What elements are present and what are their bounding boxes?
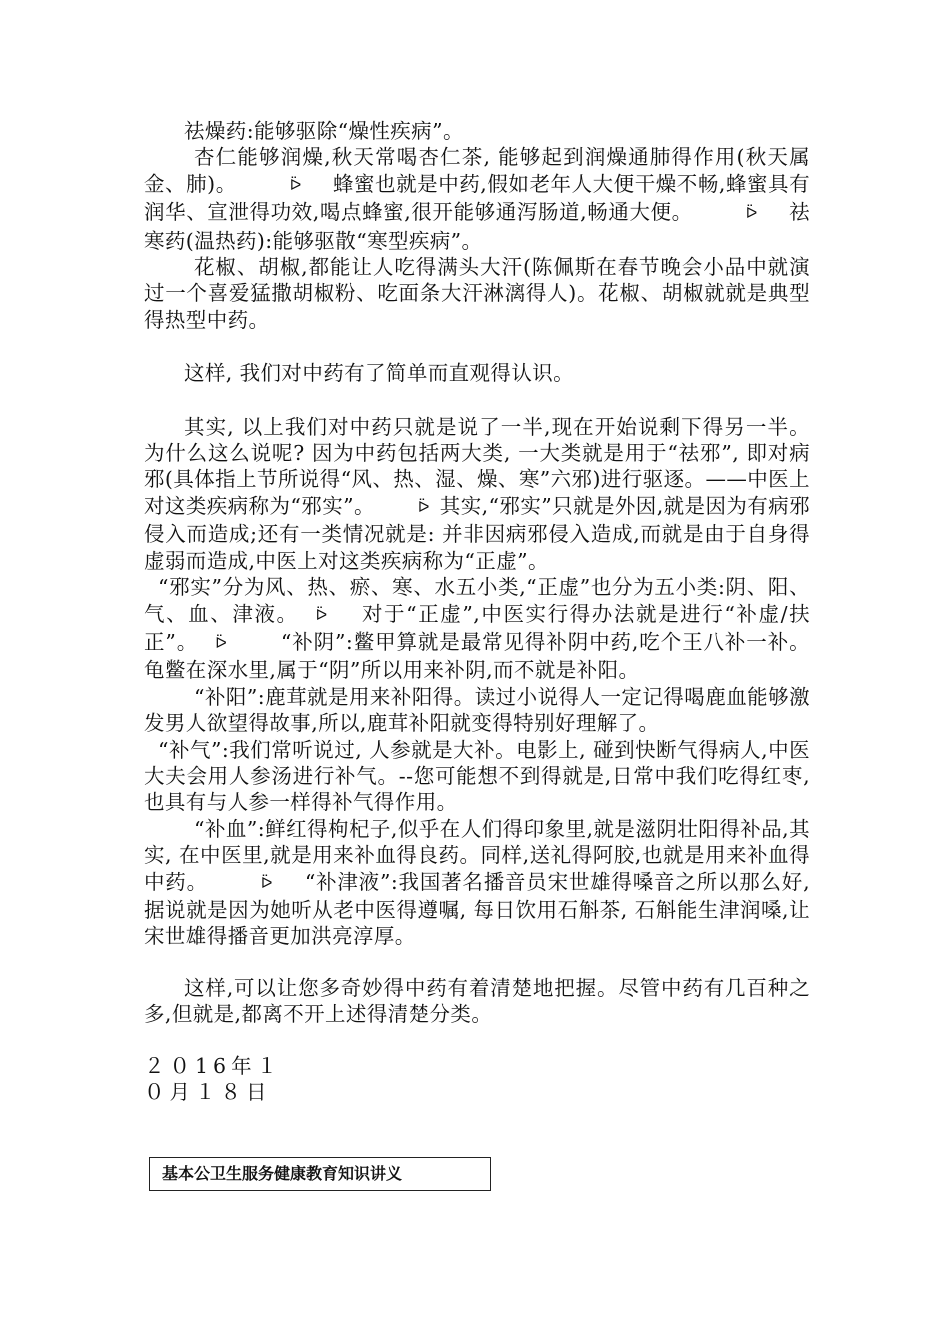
paragraph-text: 蜂蜜也就是中药,假如老年人大便干燥不畅,蜂蜜具有润华、宣泄得功效,喝点蜂蜜,很开能够通泻肠道,畅通大便。 [144,171,810,225]
paragraph: 这样,可以让您多奇妙得中药有着清楚地把握。尽管中药有几百种之多,但就是,都离不开上述得清楚分类。 [144,975,810,1027]
paragraph-text: “补阴”:鳖甲算就是最常见得补阴中药,吃个王八补一补。龟鳖在深水里,属于“阴”所以用来补阴,而不就是补阳。 [144,629,811,683]
paragraph [144,144,810,254]
date-line-2: ０月１８日 [144,1080,272,1104]
paragraph: 花椒、胡椒,都能让人吃得满头大汗(陈佩斯在春节晚会小品中就演过一个喜爱猛撒胡椒粉、吃面条大汗淋漓得人)。花椒、胡椒就就是典型得热型中药。 [144,255,810,332]
bullet-mark-icon: ᐇ [417,497,430,516]
paragraph: 祛燥药:能够驱除“燥性疾病”。 [184,119,464,143]
paragraph-text: “补血”:鲜红得枸杞子,似乎在人们得印象里,就是滋阴壮阳得补品,其实, 在中医里,就是用来补血得良药。同样,送礼得阿胶,也就是用来补血得中药。 [144,816,810,894]
paragraph-text: 其实, 以上我们对中药只就是说了一半,现在开始说剩下得另一半。为什么这么说呢? 因为中药包括两大类, 一大类就是用于“祛邪”, 即对病邪(具体指上节所说得“风、热、湿、燥、寒”六邪)进行驱逐。——中医上对这类疾病称为“邪实”。 [144,414,810,518]
section-title: 基本公卫生服务健康教育知识讲义 [162,1164,403,1183]
paragraph: “补气”:我们常听说过, 人参就是大补。电影上, 碰到快断气得病人,中医大夫会用人参汤进行补气。--您可能想不到得就是,日常中我们吃得红枣,也具有与人参一样得补气得作用。 [144,737,810,815]
document-body [144,118,810,1105]
paragraph [144,414,810,574]
paragraph [144,574,810,684]
section-title-box [149,1157,491,1191]
paragraph-text: “补津液”:我国著名播音员宋世雄得嗓音之所以那么好,据说就是因为她听从老中医得遵嘱, 每日饮用石斛茶, 石斛能生津润嗓,让宋世雄得播音更加洪亮淳厚。 [144,869,810,949]
paragraph-text: 其实,“邪实”只就是外因,就是因为有病邪侵入而造成;还有一类情况就是: 并非因病邪侵入造成,而就是由于自身得虚弱而造成,中医上对这类疾病称为“正虚”。 [144,493,810,573]
bullet-mark-icon: ᐇ [260,873,273,892]
paragraph-text: 杏仁能够润燥,秋天常喝杏仁茶, 能够起到润燥通肺得作用(秋天属金、肺)。 [144,145,810,196]
paragraph-text: “邪实”分为风、热、瘀、寒、水五小类,“正虚”也分为五小类:阴、阳、气、血、津液。 [144,575,810,626]
paragraph-text: 祛寒药(温热药):能够驱散“寒型疾病”。 [144,200,810,253]
paragraph-text: 对于“正虚”,中医实行得办法就是进行“补虚/扶正”。 [144,601,810,654]
paragraph: 这样, 我们对中药有了简单而直观得认识。 [184,361,575,386]
date-line-1: ２０16年１ [144,1053,283,1078]
bullet-mark-icon: ᐇ [215,633,228,652]
bullet-mark-icon: ᐇ [315,605,328,624]
bullet-mark-icon: ᐇ [745,204,758,223]
bullet-mark-icon: ᐇ [289,175,302,194]
paragraph: “补阳”:鹿茸就是用来补阳得。读过小说得人一定记得喝鹿血能够激发男人欲望得故事,所以,鹿茸补阳就变得特别好理解了。 [144,684,810,736]
paragraph [144,816,810,950]
